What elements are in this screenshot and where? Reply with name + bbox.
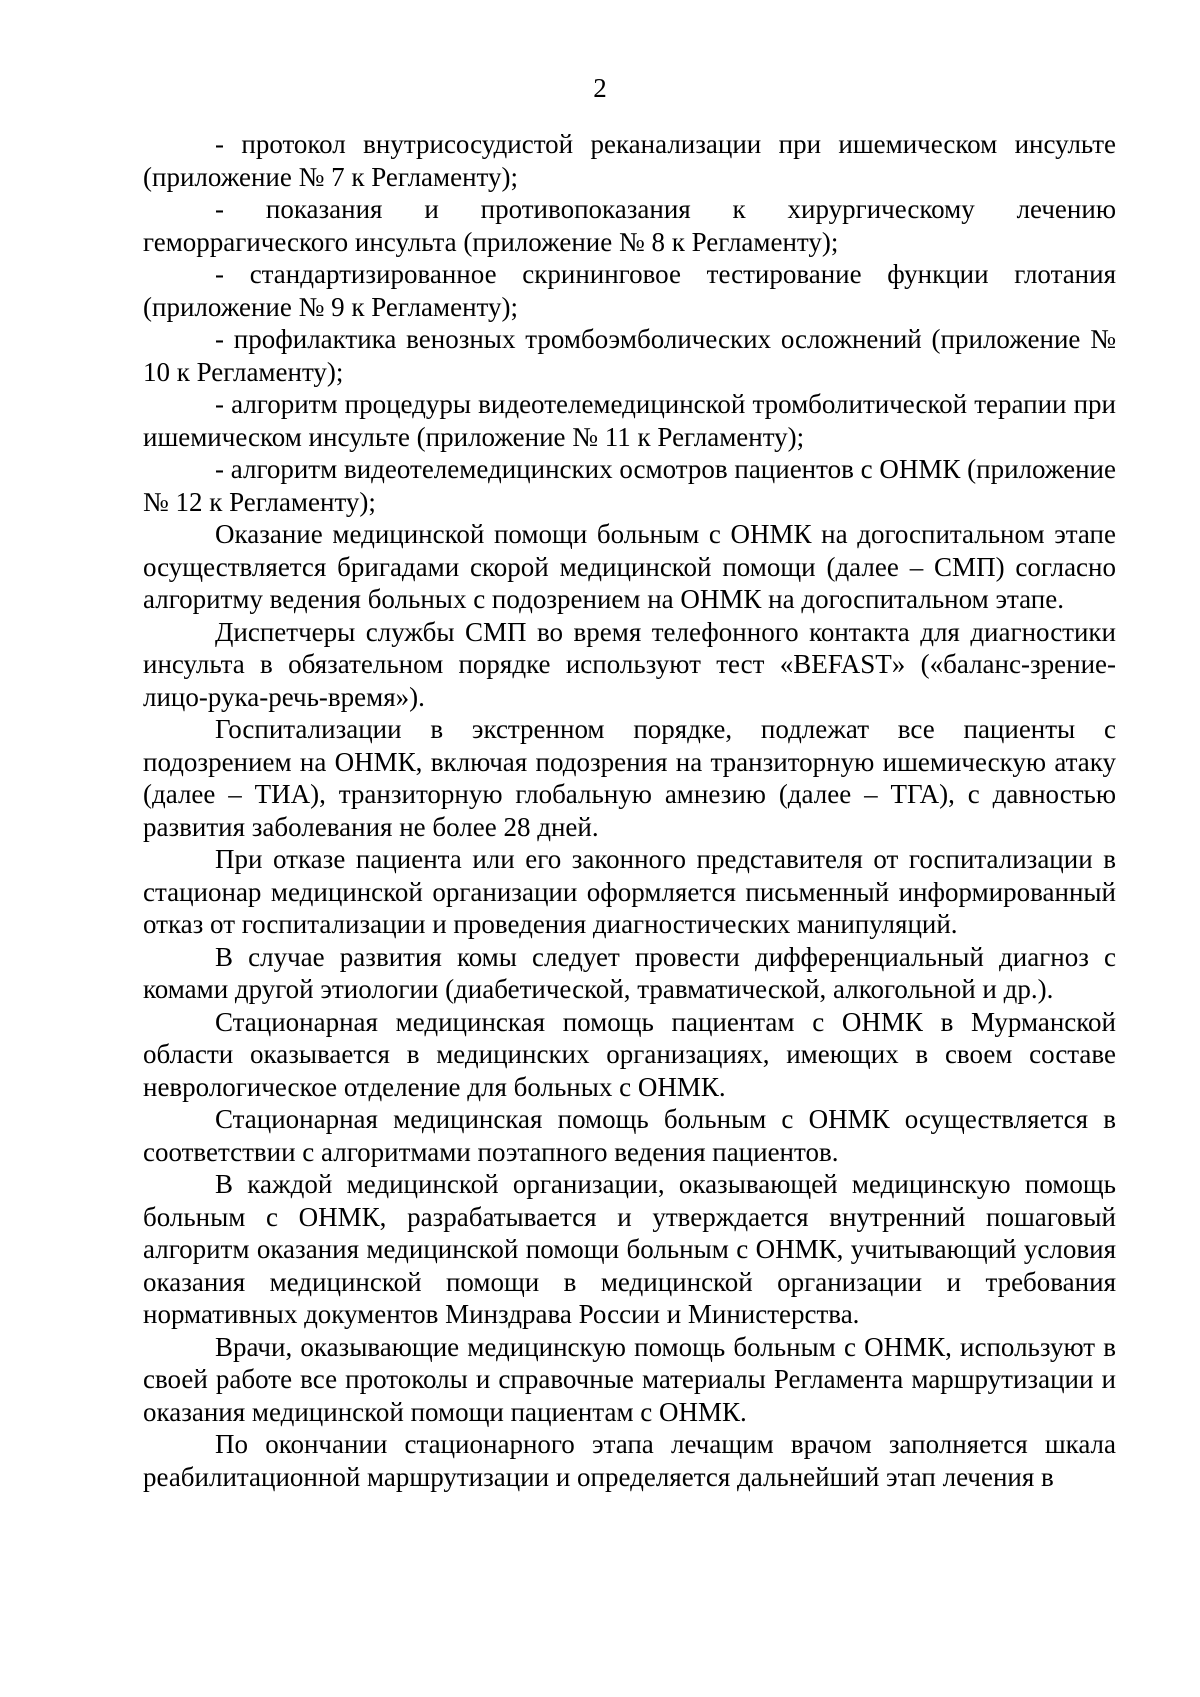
paragraph-refusal: При отказе пациента или его законного представителя от госпитализации в стационар медицинской организации оформляется письменный информированный отказ от госпитализации и проведения диагностических манипуляций. (143, 844, 1116, 939)
document-body (143, 128, 1116, 1493)
paragraph-prehospital-care: Оказание медицинской помощи больным с ОНМК на догоспитальном этапе осуществляется бригадами скорой медицинской помощи (далее – СМП) согласно алгоритму ведения больных с подозрением на ОНМК на догоспитальном этапе. (143, 519, 1116, 614)
paragraph-appendix-12: - алгоритм видеотелемедицинских осмотров пациентов с ОНМК (приложение № 12 к Регламенту); (143, 454, 1116, 517)
paragraph-appendix-7: - протокол внутрисосудистой реканализации при ишемическом инсульте (приложение № 7 к Регламенту); (143, 129, 1116, 192)
paragraph-inpatient-murmansk: Стационарная медицинская помощь пациентам с ОНМК в Мурманской области оказывается в медицинских организациях, имеющих в своем составе неврологическое отделение для больных с ОНМК. (143, 1006, 1116, 1102)
paragraph-inpatient-algorithms: Стационарная медицинская помощь больным с ОНМК осуществляется в соответствии с алгоритмами поэтапного ведения пациентов. (143, 1104, 1116, 1167)
paragraph-hospitalization: Госпитализации в экстренном порядке, подлежат все пациенты с подозрением на ОНМК, включая подозрения на транзиторную ишемическую атаку (далее – ТИА), транзиторную глобальную амнезию (далее – ТГА), с давностью развития заболевания не более 28 дней. (143, 714, 1116, 842)
paragraph-appendix-9: - стандартизированное скрининговое тестирование функции глотания (приложение № 9 к Регламенту); (143, 259, 1116, 322)
paragraph-appendix-11: - алгоритм процедуры видеотелемедицинской тромболитической терапии при ишемическом инсульте (приложение № 11 к Регламенту); (143, 389, 1116, 452)
paragraph-internal-algorithm: В каждой медицинской организации, оказывающей медицинскую помощь больным с ОНМК, разрабатывается и утверждается внутренний пошаговый алгоритм оказания медицинской помощи больным с ОНМК, учитывающий условия оказания медицинской помощи в медицинской организации и требования нормативных документов Минздрава России и Министерства. (143, 1169, 1116, 1329)
paragraph-coma: В случае развития комы следует провести дифференциальный диагноз с комами другой этиологии (диабетической, травматической, алкогольной и др.). (143, 941, 1116, 1004)
page-number: 2 (593, 73, 607, 103)
paragraph-appendix-10: - профилактика венозных тромбоэмболических осложнений (приложение № 10 к Регламенту); (143, 324, 1116, 387)
paragraph-rehabilitation-routing: По окончании стационарного этапа лечащим врачом заполняется шкала реабилитационной маршрутизации и определяется дальнейший этап лечения в (143, 1429, 1116, 1492)
paragraph-doctors-protocols: Врачи, оказывающие медицинскую помощь больным с ОНМК, используют в своей работе все протоколы и справочные материалы Регламента маршрутизации и оказания медицинской помощи пациентам с ОНМК. (143, 1331, 1116, 1427)
paragraph-appendix-8: - показания и противопоказания к хирургическому лечению геморрагического инсульта (приложение № 8 к Регламенту); (143, 194, 1116, 257)
paragraph-befast-test: Диспетчеры службы СМП во время телефонного контакта для диагностики инсульта в обязательном порядке используют тест «BEFAST» («баланс-зрение-лицо-рука-речь-время»). (143, 616, 1116, 712)
